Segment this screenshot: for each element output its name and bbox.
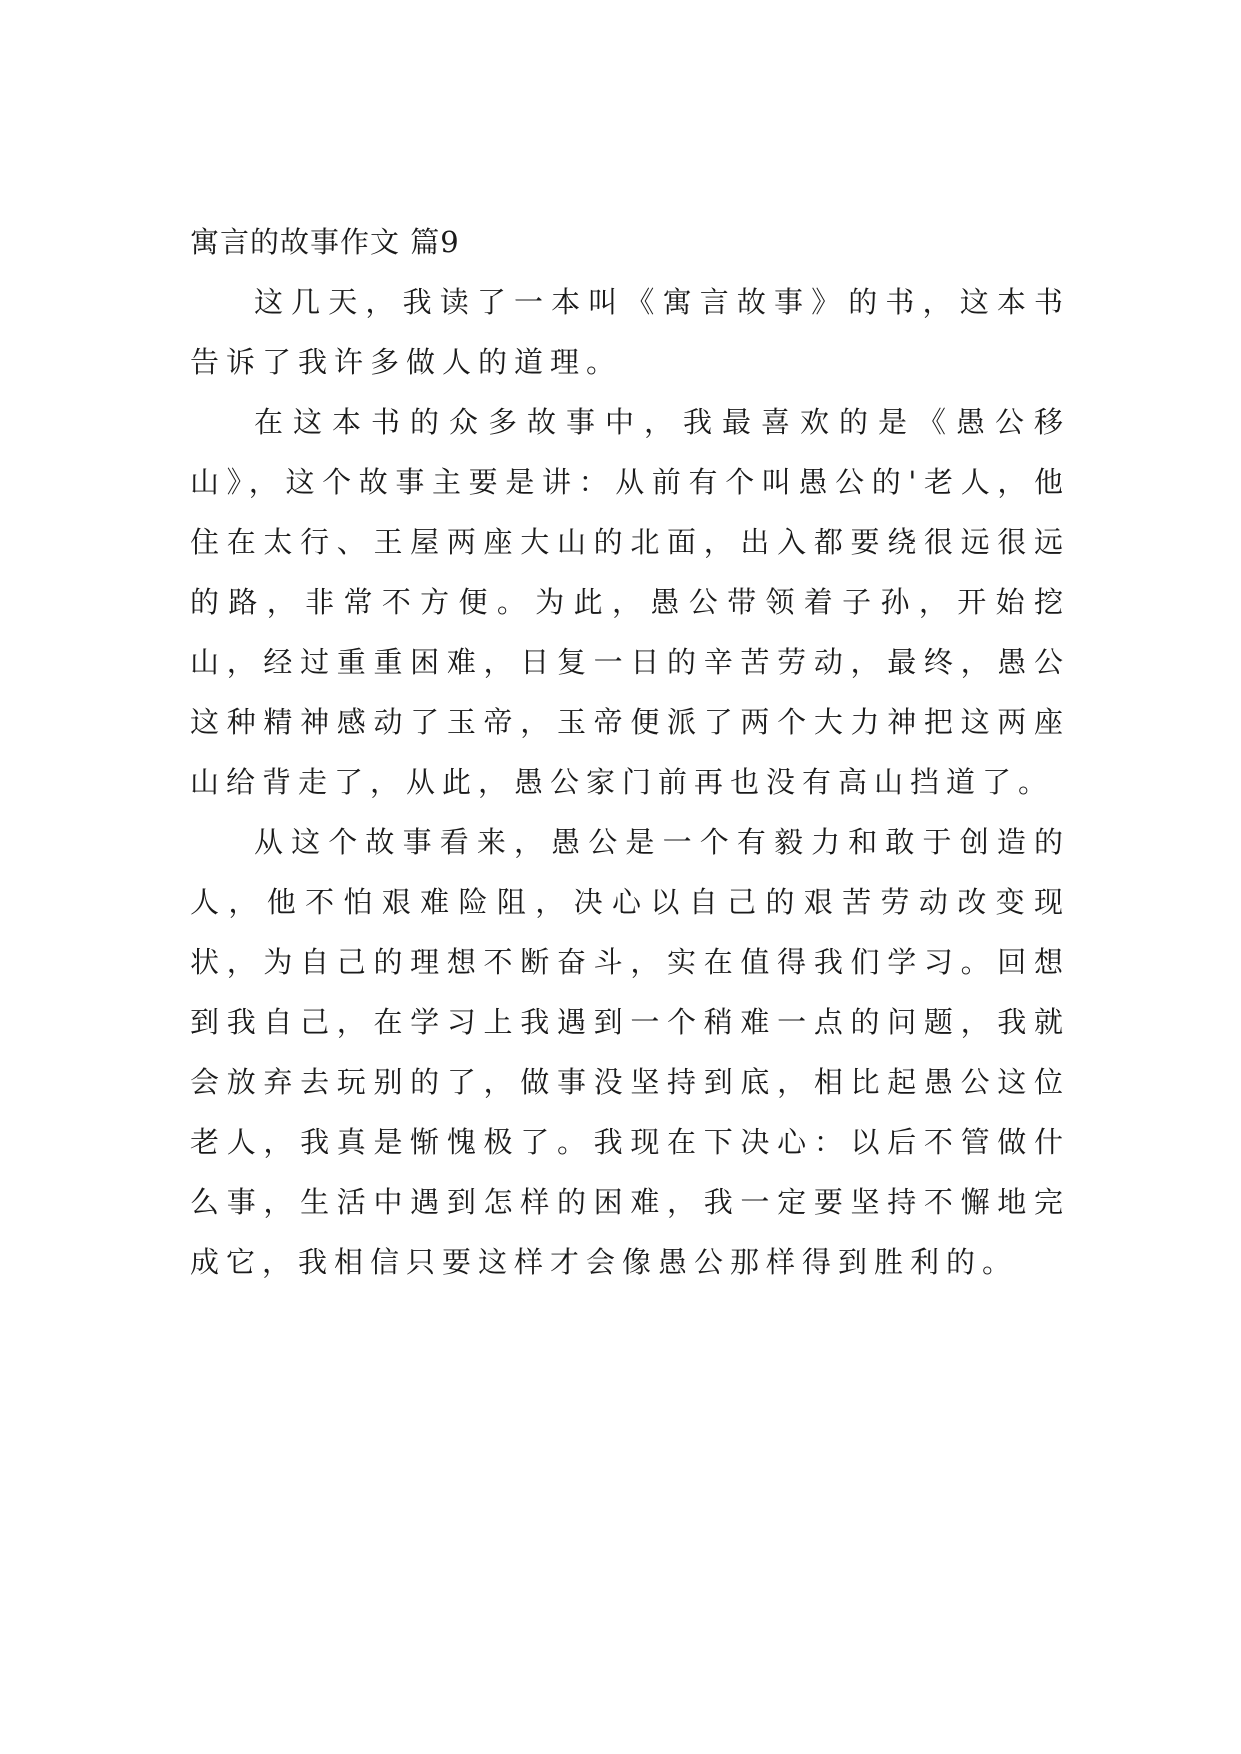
- paragraph-3: 从这个故事看来，愚公是一个有毅力和敢于创造的人，他不怕艰难险阻，决心以自己的艰苦劳动改变现状，为自己的理想不断奋斗，实在值得我们学习。回想到我自己，在学习上我遇到一个稍难一点的问题，我就会放弃去玩别的了，做事没坚持到底，相比起愚公这位老人，我真是惭愧极了。我现在下决心：以后不管做什么事，生活中遇到怎样的困难，我一定要坚持不懈地完成它，我相信只要这样才会像愚公那样得到胜利的。: [190, 825, 1070, 1279]
- document-title: 寓言的故事作文 篇9: [190, 225, 460, 259]
- paragraph-1: 这几天，我读了一本叫《寓言故事》的书，这本书告诉了我许多做人的道理。: [190, 285, 1070, 379]
- paragraph-2: 在这本书的众多故事中，我最喜欢的是《愚公移山》，这个故事主要是讲：从前有个叫愚公的'老人，他住在太行、王屋两座大山的北面，出入都要绕很远很远的路，非常不方便。为此，愚公带领着子孙，开始挖山，经过重重困难，日复一日的辛苦劳动，最终，愚公这种精神感动了玉帝，玉帝便派了两个大力神把这两座山给背走了，从此，愚公家门前再也没有高山挡道了。: [190, 405, 1070, 799]
- document-body: [190, 222, 1070, 1292]
